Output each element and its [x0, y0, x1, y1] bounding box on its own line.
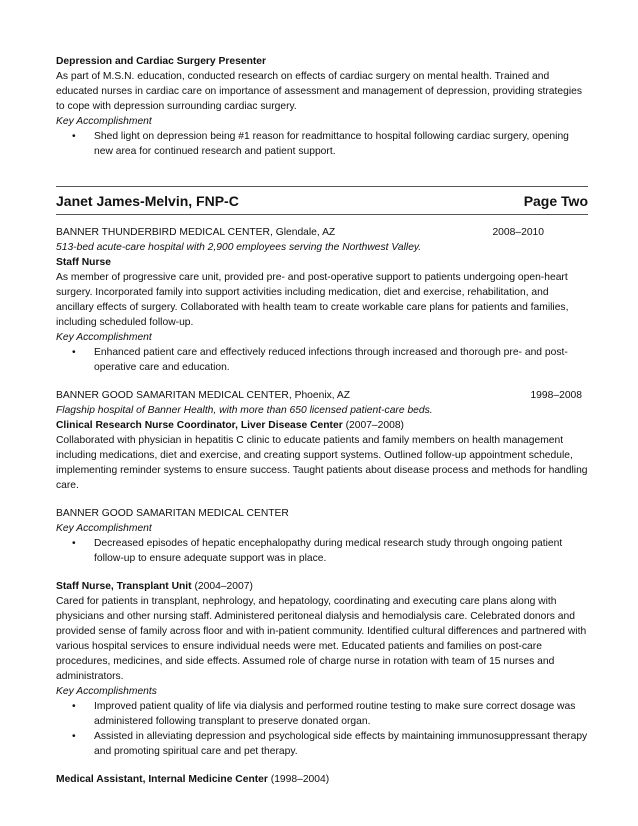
job-title: Staff Nurse, Transplant Unit [56, 581, 192, 592]
employer-description: 513-bed acute-care hospital with 2,900 employees serving the Northwest Valley. [56, 242, 422, 253]
job-description: Cared for patients in transplant, nephrology, and hepatology, coordinating and executing care plans along with physicians and other nursing staff. Administered peritoneal dialysis and hemodialysis care. Celebrated donors and provided sense of family across floor and with in-patient community. Identified cultural differences and partnered with various hospital services to ensure individual needs were met. Educated patients and families on post-care procedures, medicines, and side effects. Assumed role of charge nurse in rotation with team of 15 nurses and administrators. [56, 596, 587, 682]
accomplishment-list [56, 345, 588, 375]
employer-row [56, 225, 588, 240]
employer-name: BANNER GOOD SAMARITAN MEDICAL CENTER [56, 508, 289, 519]
employer-row [56, 388, 588, 403]
candidate-name: Janet James-Melvin, FNP-C [56, 193, 239, 209]
section-description: As part of M.S.N. education, conducted research on effects of cardiac surgery on mental health. Trained and educated nurses in cardiac care on importance of assessment and management of depression, providing strategies to cope with depression surrounding cardiac surgery. [56, 71, 583, 112]
experience-section [56, 225, 588, 787]
job-description: Collaborated with physician in hepatitis C clinic to educate patients and family members on health management including medications, diet and exercise, and creating support systems. Outlined follow-up appointment schedule, implementing reminder systems to ensure success. Taught patients about disease process and methods for handling care. [56, 435, 588, 491]
employment-dates: 1998–2008 [530, 390, 582, 401]
key-accomplishment-label: Key Accomplishment [56, 523, 152, 534]
page-header [56, 186, 588, 215]
job-title-line [56, 772, 588, 787]
top-section [56, 54, 588, 159]
employer-name: BANNER GOOD SAMARITAN MEDICAL CENTER, Phoenix, AZ [56, 390, 351, 401]
accomplishment-list [56, 129, 588, 159]
key-accomplishment-label: Key Accomplishment [56, 332, 152, 343]
job-dates: (1998–2004) [267, 774, 330, 785]
accomplishment-item: • Decreased episodes of hepatic encephalopathy during medical research study through ongoing patient follow-up to ensure adequate support was in place. [56, 536, 588, 566]
key-accomplishments-label: Key Accomplishments [56, 686, 157, 697]
accomplishment-item: • Assisted in alleviating depression and psychological side effects by maintaining immunosuppressant therapy and promoting spiritual care and pet therapy. [56, 729, 588, 759]
accomplishment-item: • Improved patient quality of life via dialysis and performed routine testing to make sure correct dosage was administered following transplant to preserve donated organ. [56, 699, 588, 729]
employment-dates: 2008–2010 [492, 227, 544, 238]
accomplishment-item: • Enhanced patient care and effectively reduced infections through increased and thorough pre- and post-operative care and education. [56, 345, 588, 375]
section-title: Depression and Cardiac Surgery Presenter [56, 56, 267, 67]
job-dates: (2004–2007) [191, 581, 253, 592]
job-title: Medical Assistant, Internal Medicine Center [56, 774, 268, 785]
employer-description: Flagship hospital of Banner Health, with more than 650 licensed patient-care beds. [56, 405, 433, 416]
job-title-line [56, 579, 588, 594]
job-description: As member of progressive care unit, provided pre- and post-operative support to patients undergoing open-heart surgery. Incorporated family into support activities including medication, diet and exercise, rehabilitation, and ancillary effects of surgery. Collaborated with health team to create workable care plans for patients and families, including scheduled follow-up. [56, 272, 569, 328]
accomplishment-list [56, 536, 588, 566]
job-title: Staff Nurse [56, 257, 111, 268]
job-dates: (2007–2008) [342, 420, 404, 431]
accomplishment-list [56, 699, 588, 759]
employer-name: BANNER THUNDERBIRD MEDICAL CENTER, Glendale, AZ [56, 227, 336, 238]
job-title-line [56, 418, 588, 433]
accomplishment-item: • Shed light on depression being #1 reason for readmittance to hospital following cardiac surgery, opening new area for continued research and patient support. [56, 129, 588, 159]
page-label: Page Two [523, 193, 588, 209]
key-accomplishment-label: Key Accomplishment [56, 116, 152, 127]
job-title: Clinical Research Nurse Coordinator, Liver Disease Center [56, 420, 343, 431]
